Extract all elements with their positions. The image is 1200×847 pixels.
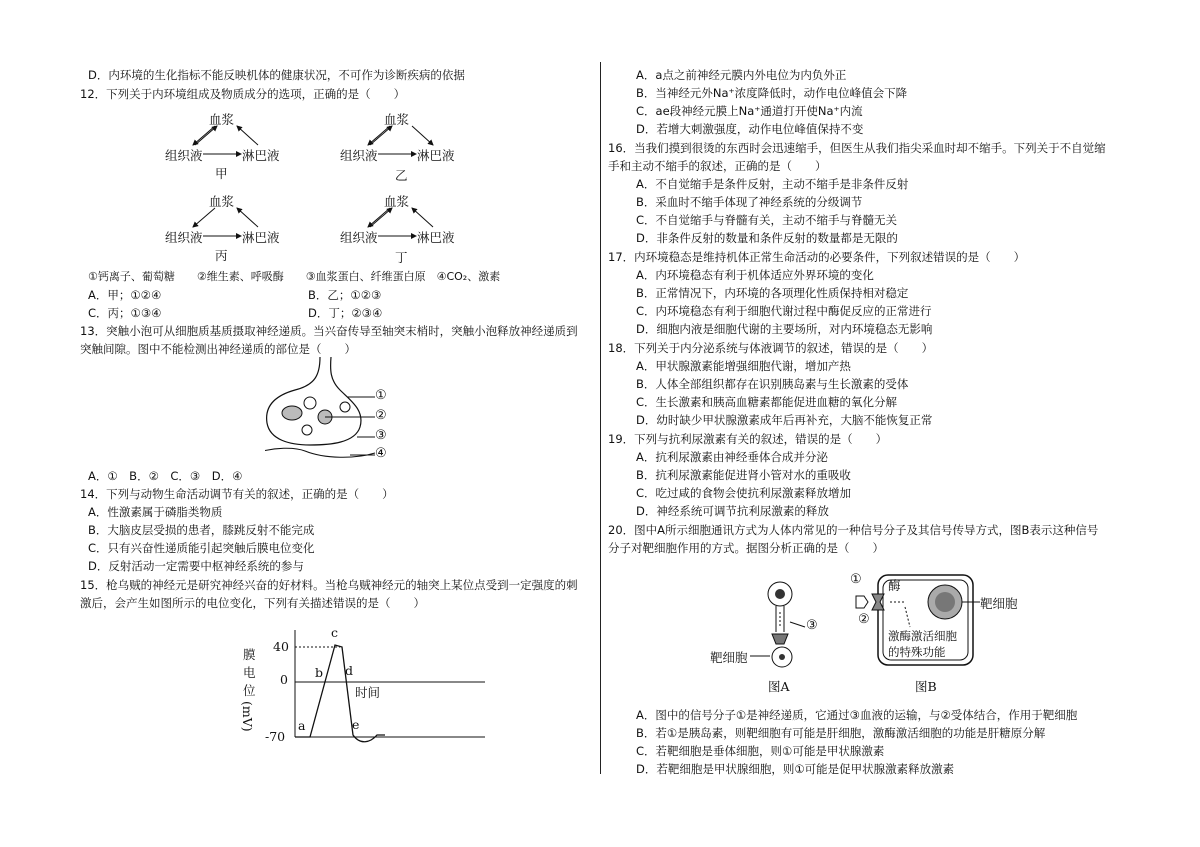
q18-option-a: A．甲状腺激素能增强细胞代谢，增加产热 [636, 359, 851, 373]
q15-stem-2: 激后，会产生如图所示的电位变化，下列有关描述错误的是（ ） [80, 596, 425, 610]
q17-option-c: C．内环境稳态有利于细胞代谢过程中酶促反应的正常进行 [636, 304, 932, 318]
q17-option-b: B．正常情况下，内环境的各项理化性质保持相对稳定 [636, 286, 909, 300]
q12-option-b: B．乙；①②③ [308, 288, 382, 302]
q14-option-a: A．性激素属于磷脂类物质 [88, 505, 223, 519]
q16-stem-2: 手和主动不缩手的叙述，正确的是（ ） [608, 159, 827, 173]
fig-a-caption: 图A [768, 679, 790, 694]
fig-b-func-2: 的特殊功能 [888, 645, 946, 659]
point-e: e [352, 717, 360, 732]
q17-option-d: D．细胞内液是细胞代谢的主要场所，对内环境稳态无影响 [636, 322, 933, 336]
marker-3: ③ [375, 428, 387, 443]
q14-option-d: D．反射活动一定需要中枢神经系统的参与 [88, 559, 304, 573]
fig-b-func-1: 激酶激活细胞 [888, 629, 957, 643]
tick-40: 40 [273, 639, 289, 654]
diagram-bing: 血浆 组织液 淋巴液 丙 [165, 194, 280, 263]
fig-b-caption: 图B [915, 679, 937, 694]
point-a: a [298, 718, 306, 733]
q18-stem: 18．下列关于内分泌系统与体液调节的叙述，错误的是（ ） [608, 341, 934, 355]
q19-option-a: A．抗利尿激素由神经垂体合成并分泌 [636, 450, 828, 464]
marker-1: ① [375, 388, 387, 403]
action-potential-graph: 膜 电 位 (mV) 40 0 -70 时间 a b c d e [235, 625, 490, 755]
q15-option-c: C．ae段神经元膜上Na⁺通道打开使Na⁺内流 [636, 104, 863, 118]
q19-stem: 19．下列与抗利尿激素有关的叙述，错误的是（ ） [608, 432, 888, 446]
q12-option-c: C．丙；①③④ [88, 306, 162, 320]
q19-option-b: B．抗利尿激素能促进肾小管对水的重吸收 [636, 468, 851, 482]
marker-2: ② [375, 408, 387, 423]
q18-option-c: C．生长激素和胰高血糖素都能促进血糖的氧化分解 [636, 395, 898, 409]
figure-b [850, 572, 1080, 702]
diagram-ding: 血浆 组织液 淋巴液 丁 [340, 194, 455, 265]
diagram-yi: 血浆 组织液 淋巴液 乙 [340, 112, 455, 183]
q16-option-d: D．非条件反射的数量和条件反射的数量都是无限的 [636, 231, 898, 245]
q17-stem: 17．内环境稳态是维持机体正常生命活动的必要条件，下列叙述错误的是（ ） [608, 250, 1026, 264]
column-divider [600, 62, 601, 774]
fig-b-marker-2: ② [858, 612, 870, 627]
tick-0: 0 [280, 672, 288, 687]
q18-option-d: D．幼时缺少甲状腺激素成年后再补充，大脑不能恢复正常 [636, 413, 933, 427]
synapse-diagram [265, 355, 415, 465]
q18-option-b: B．人体全部组织都存在识别胰岛素与生长激素的受体 [636, 377, 909, 391]
q16-stem-1: 16．当我们摸到很烫的东西时会迅速缩手，但医生从我们指尖采血时却不缩手。下列关于不自觉缩 [608, 141, 1106, 155]
q16-option-c: C．不自觉缩手与脊髓有关，主动不缩手与脊髓无关 [636, 213, 898, 227]
q13-stem-1: 13．突触小泡可从细胞质基质摄取神经递质。当兴奋传导至轴突末梢时，突触小泡释放神经递质到 [80, 324, 578, 338]
q15-option-b: B．当神经元外Na⁺浓度降低时，动作电位峰值会下降 [636, 86, 908, 100]
q14-stem: 14．下列与动物生命活动调节有关的叙述，正确的是（ ） [80, 487, 394, 501]
q16-option-a: A．不自觉缩手是条件反射，主动不缩手是非条件反射 [636, 177, 909, 191]
fig-a-target-label: 靶细胞 [710, 650, 748, 665]
q15-option-a: A．a点之前神经元膜内外电位为内负外正 [636, 68, 847, 82]
tick-neg70: -70 [265, 729, 286, 744]
q20-stem-2: 分子对靶细胞作用的方式。据图分析正确的是（ ） [608, 541, 884, 555]
fig-a-marker-3: ③ [806, 618, 818, 633]
q14-option-b: B．大脑皮层受损的患者，膝跳反射不能完成 [88, 523, 315, 537]
q20-stem-1: 20．图中A所示细胞通讯方式为人体内常见的一种信号分子及其信号传导方式，图B表示这种信号 [608, 523, 1099, 537]
q17-option-a: A．内环境稳态有利于机体适应外界环境的变化 [636, 268, 874, 282]
q13-stem-2: 突触间隙。图中不能检测出神经递质的部位是（ ） [80, 342, 356, 356]
label-jia: 甲 [215, 166, 228, 181]
label-ding: 丁 [395, 250, 408, 265]
q15-option-d: D．若增大刺激强度，动作电位峰值保持不变 [636, 122, 864, 136]
point-c: c [331, 625, 339, 640]
q12-stem: 12．下列关于内环境组成及物质成分的选项，正确的是（ ） [80, 87, 406, 101]
q13-options: A．① B．② C．③ D．④ [88, 469, 243, 483]
label-yi: 乙 [395, 168, 408, 183]
fig-b-enzyme: 酶 [888, 578, 901, 593]
q16-option-b: B．采血时不缩手体现了神经系统的分级调节 [636, 195, 863, 209]
q19-option-d: D．神经系统可调节抗利尿激素的释放 [636, 504, 829, 518]
q20-option-a: A．图中的信号分子①是神经递质，它通过③血液的运输，与②受体结合，作用于靶细胞 [636, 708, 1078, 722]
q19-option-c: C．吃过咸的食物会使抗利尿激素释放增加 [636, 486, 852, 500]
q15-stem-1: 15．枪乌贼的神经元是研究神经兴奋的好材料。当枪乌贼神经元的轴突上某位点受到一定强度的刺 [80, 578, 578, 592]
q20-option-c: C．若靶细胞是垂体细胞，则①可能是甲状腺激素 [636, 744, 885, 758]
q20-option-b: B．若①是胰岛素，则靶细胞有可能是肝细胞，激酶激活细胞的功能是肝糖原分解 [636, 726, 1046, 740]
q12-option-d: D．丁；②③④ [308, 306, 383, 320]
xaxis-label: 时间 [355, 685, 381, 700]
marker-4: ④ [375, 446, 387, 461]
label-bing: 丙 [215, 248, 228, 263]
point-d: d [345, 663, 354, 678]
q14-option-c: C．只有兴奋性递质能引起突触后膜电位变化 [88, 541, 315, 555]
fig-b-marker-1: ① [850, 572, 862, 587]
q12-items: ①钙离子、葡萄糖 ②维生素、呼吸酶 ③血浆蛋白、纤维蛋白原 ④CO₂、激素 [88, 270, 501, 283]
q20-option-d: D．若靶细胞是甲状腺细胞，则①可能是促甲状腺激素释放激素 [636, 762, 955, 776]
q12-option-a: A．甲；①②④ [88, 288, 162, 302]
fig-b-target-label: 靶细胞 [980, 596, 1018, 611]
point-b: b [315, 665, 324, 680]
q11-option-d: D．内环境的生化指标不能反映机体的健康状况，不可作为诊断疾病的依据 [88, 68, 465, 82]
diagram-jia: 血浆 组织液 淋巴液 甲 [165, 112, 280, 181]
figure-a [710, 572, 840, 702]
